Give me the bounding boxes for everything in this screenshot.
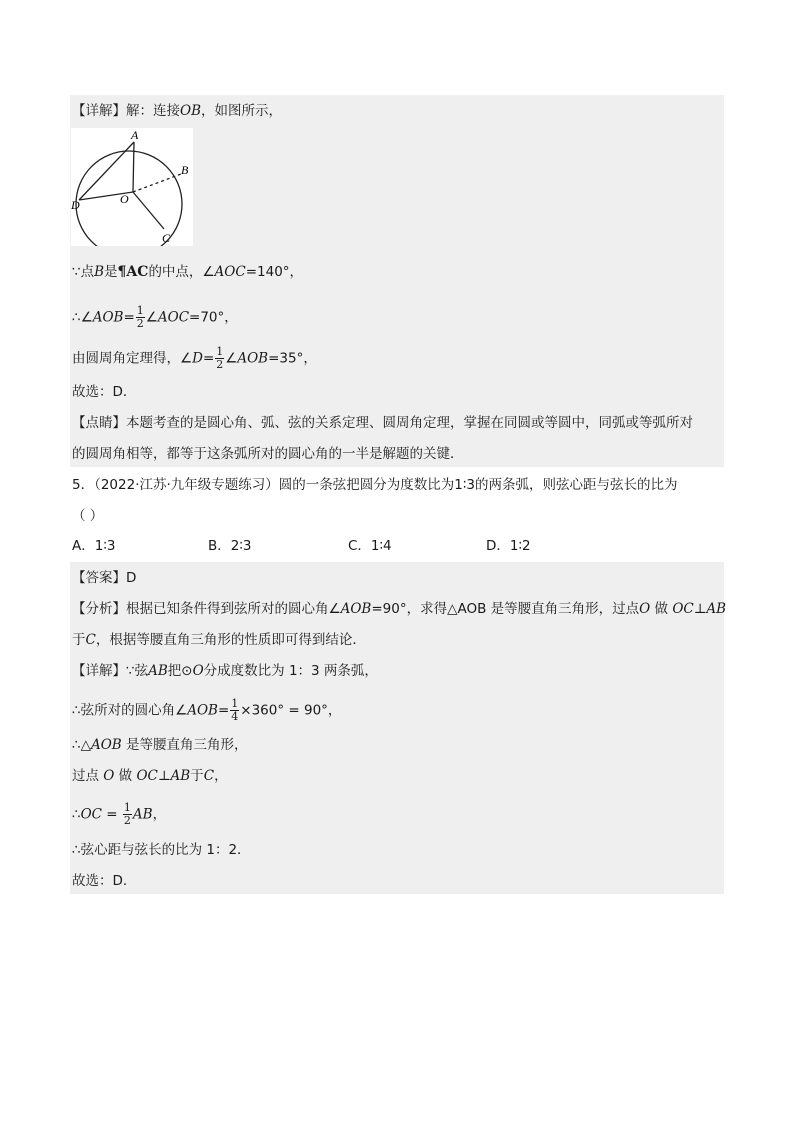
radius-OC <box>133 192 164 229</box>
q4-choice: 故选：D． <box>72 384 137 400</box>
dashed-radius-OB <box>133 174 181 192</box>
q5-analysis-line1: 【分析】根据已知条件得到弦所对的圆心角∠AOB=90°，求得△AOB 是等腰直角三角形，过点O 做 OC⊥AB <box>72 601 727 617</box>
q5-answer: 【答案】D <box>72 570 137 586</box>
fraction-one-quarter: $\frac{1}{4}$ <box>231 697 239 723</box>
q4-comment-line2: 的圆周角相等，都等于这条弧所对的圆心角的一半是解题的关键． <box>72 446 464 462</box>
label-C: C <box>162 231 171 245</box>
q4-step3: 由圆周角定理得，∠D= $\frac{1}{2}$ ∠AOB=35°， <box>72 345 317 371</box>
arc-AC-symbol: ¶AC <box>117 264 149 280</box>
q5-stem-line2: （ ） <box>72 508 104 524</box>
q5-option-c: C．1∶4 <box>348 538 392 554</box>
radius-OA <box>133 142 134 192</box>
q5-stem-line1: 5．（2022·江苏·九年级专题练习）圆的一条弦把圆分为度数比为1∶3的两条弧，则弦心距与弦长的比为 <box>72 477 678 493</box>
q4-comment-line1: 【点睛】本题考查的是圆心角、弧、弦的关系定理、圆周角定理，掌握在同圆或等圆中，同弧或等弧所对 <box>72 415 693 431</box>
circle-figure <box>71 128 193 246</box>
q4-detail-intro: 【详解】解：连接OB，如图所示， <box>72 103 282 119</box>
q4-step1: ∵点B是¶AC的中点，∠AOC=140°， <box>72 264 304 280</box>
fraction-one-half: $\frac{1}{2}$ <box>216 345 224 371</box>
q5-option-b: B．2∶3 <box>208 538 252 554</box>
label-D: D <box>71 198 80 212</box>
q5-detail-line3: ∴△AOB 是等腰直角三角形， <box>72 737 248 753</box>
q4-step2: ∴∠AOB= $\frac{1}{2}$ ∠AOC=70°， <box>72 304 238 330</box>
label-O: O <box>120 192 129 206</box>
label-B: B <box>181 163 189 177</box>
q5-detail-line6: ∴弦心距与弦长的比为 1：2． <box>72 842 251 858</box>
q5-option-d: D．1∶2 <box>486 538 531 554</box>
q5-option-a: A．1∶3 <box>72 538 116 554</box>
q5-detail-line1: 【详解】∵弦AB把⊙O分成度数比为 1：3 两条弧， <box>72 663 378 679</box>
q5-detail-line4: 过点 O 做 OC⊥AB于C， <box>72 768 228 784</box>
fraction-one-half: $\frac{1}{2}$ <box>136 304 144 330</box>
circle-diagram <box>71 128 193 246</box>
q5-detail-line5: ∴OC = $\frac{1}{2}$ AB， <box>72 801 167 827</box>
q5-detail-line2: ∴弦所对的圆心角∠AOB= $\frac{1}{4}$ ×360° = 90°， <box>72 697 342 723</box>
fraction-one-half: $\frac{1}{2}$ <box>123 801 131 827</box>
q5-analysis-line2: 于C，根据等腰直角三角形的性质即可得到结论． <box>72 632 366 648</box>
q5-detail-line7: 故选：D． <box>72 873 137 889</box>
label-A: A <box>131 128 139 142</box>
